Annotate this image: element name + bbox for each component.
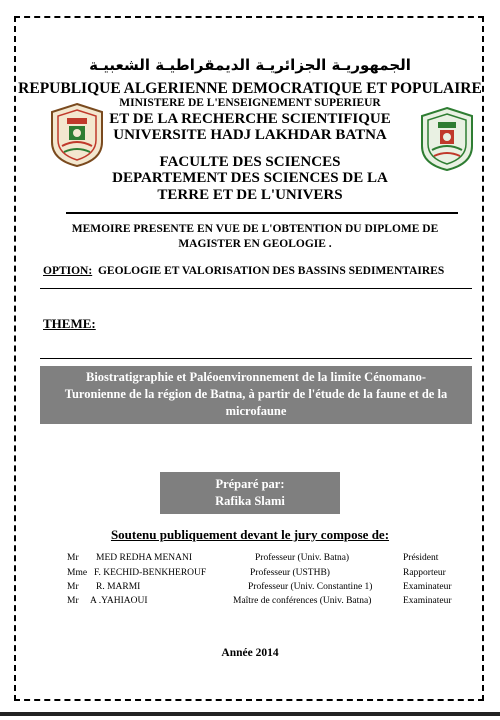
theme-box <box>40 366 472 424</box>
jury-member-position: Professeur (Univ. Batna) <box>255 553 350 563</box>
jury-member-name: F. KECHID-BENKHEROUF <box>94 568 207 578</box>
research-title: ET DE LA RECHERCHE SCIENTIFIQUE <box>109 111 391 127</box>
jury-member-name: R. MARMI <box>96 582 141 592</box>
arabic-title: الجمهوريـة الجزائريـة الديمقراطيـة الشعبيـة <box>89 56 411 74</box>
option-divider <box>40 288 472 289</box>
jury-member-position: Maître de conférences (Univ. Batna) <box>233 596 372 606</box>
option-line <box>43 265 444 277</box>
jury-member-title: Mr <box>67 582 79 592</box>
ministry-title: MINISTERE DE L'ENSEIGNEMENT SUPERIEUR <box>119 97 381 109</box>
header-divider <box>66 212 458 214</box>
prepared-box <box>160 472 340 514</box>
jury-member-title: Mr <box>67 596 79 606</box>
jury-member-title: Mr <box>67 553 79 563</box>
university-title: UNIVERSITE HADJ LAKHDAR BATNA <box>113 127 387 143</box>
jury-member-title: Mme <box>67 568 88 578</box>
jury-member-role: Examinateur <box>403 596 452 606</box>
jury-member-name: A .YAHIAOUI <box>90 596 148 606</box>
jury-member-position: Professeur (USTHB) <box>250 568 330 578</box>
memoire-line2: MAGISTER EN GEOLOGIE . <box>178 238 332 250</box>
option-value: GEOLOGIE ET VALORISATION DES BASSINS SEDIMENTAIRES <box>97 265 445 277</box>
department-title-line1: DEPARTEMENT DES SCIENCES DE LA <box>112 170 388 186</box>
republic-title: REPUBLIQUE ALGERIENNE DEMOCRATIQUE ET POPULAIRE <box>18 80 482 97</box>
theme-label: THEME: <box>43 316 96 331</box>
prepared-label: Préparé par: <box>215 477 285 491</box>
faculty-title: FACULTE DES SCIENCES <box>159 154 341 170</box>
jury-member-role: Président <box>403 553 439 563</box>
theme-divider <box>40 358 472 359</box>
jury-member-position: Professeur (Univ. Constantine 1) <box>248 582 373 592</box>
memoire-line1: MEMOIRE PRESENTE EN VUE DE L'OBTENTION DU DIPLOME DE <box>71 223 439 235</box>
theme-line3: microfaune <box>225 404 287 418</box>
option-label: OPTION: <box>43 265 93 277</box>
year-label: Année 2014 <box>221 647 279 659</box>
jury-member-role: Examinateur <box>403 582 452 592</box>
theme-line2: Turonienne de la région de Batna, à partir de l'étude de la faune et de la <box>64 387 448 401</box>
theme-line1: Biostratigraphie et Paléoenvironnement de la limite Cénomano- <box>85 370 426 384</box>
department-title-line2: TERRE ET DE L'UNIVERS <box>157 187 343 203</box>
bottom-bar <box>0 712 500 716</box>
author-name: Rafika Slami <box>215 494 285 508</box>
jury-member-role: Rapporteur <box>403 568 446 578</box>
jury-title: Soutenu publiquement devant le jury compose de: <box>110 527 390 542</box>
jury-member-name: MED REDHA MENANI <box>96 553 193 563</box>
